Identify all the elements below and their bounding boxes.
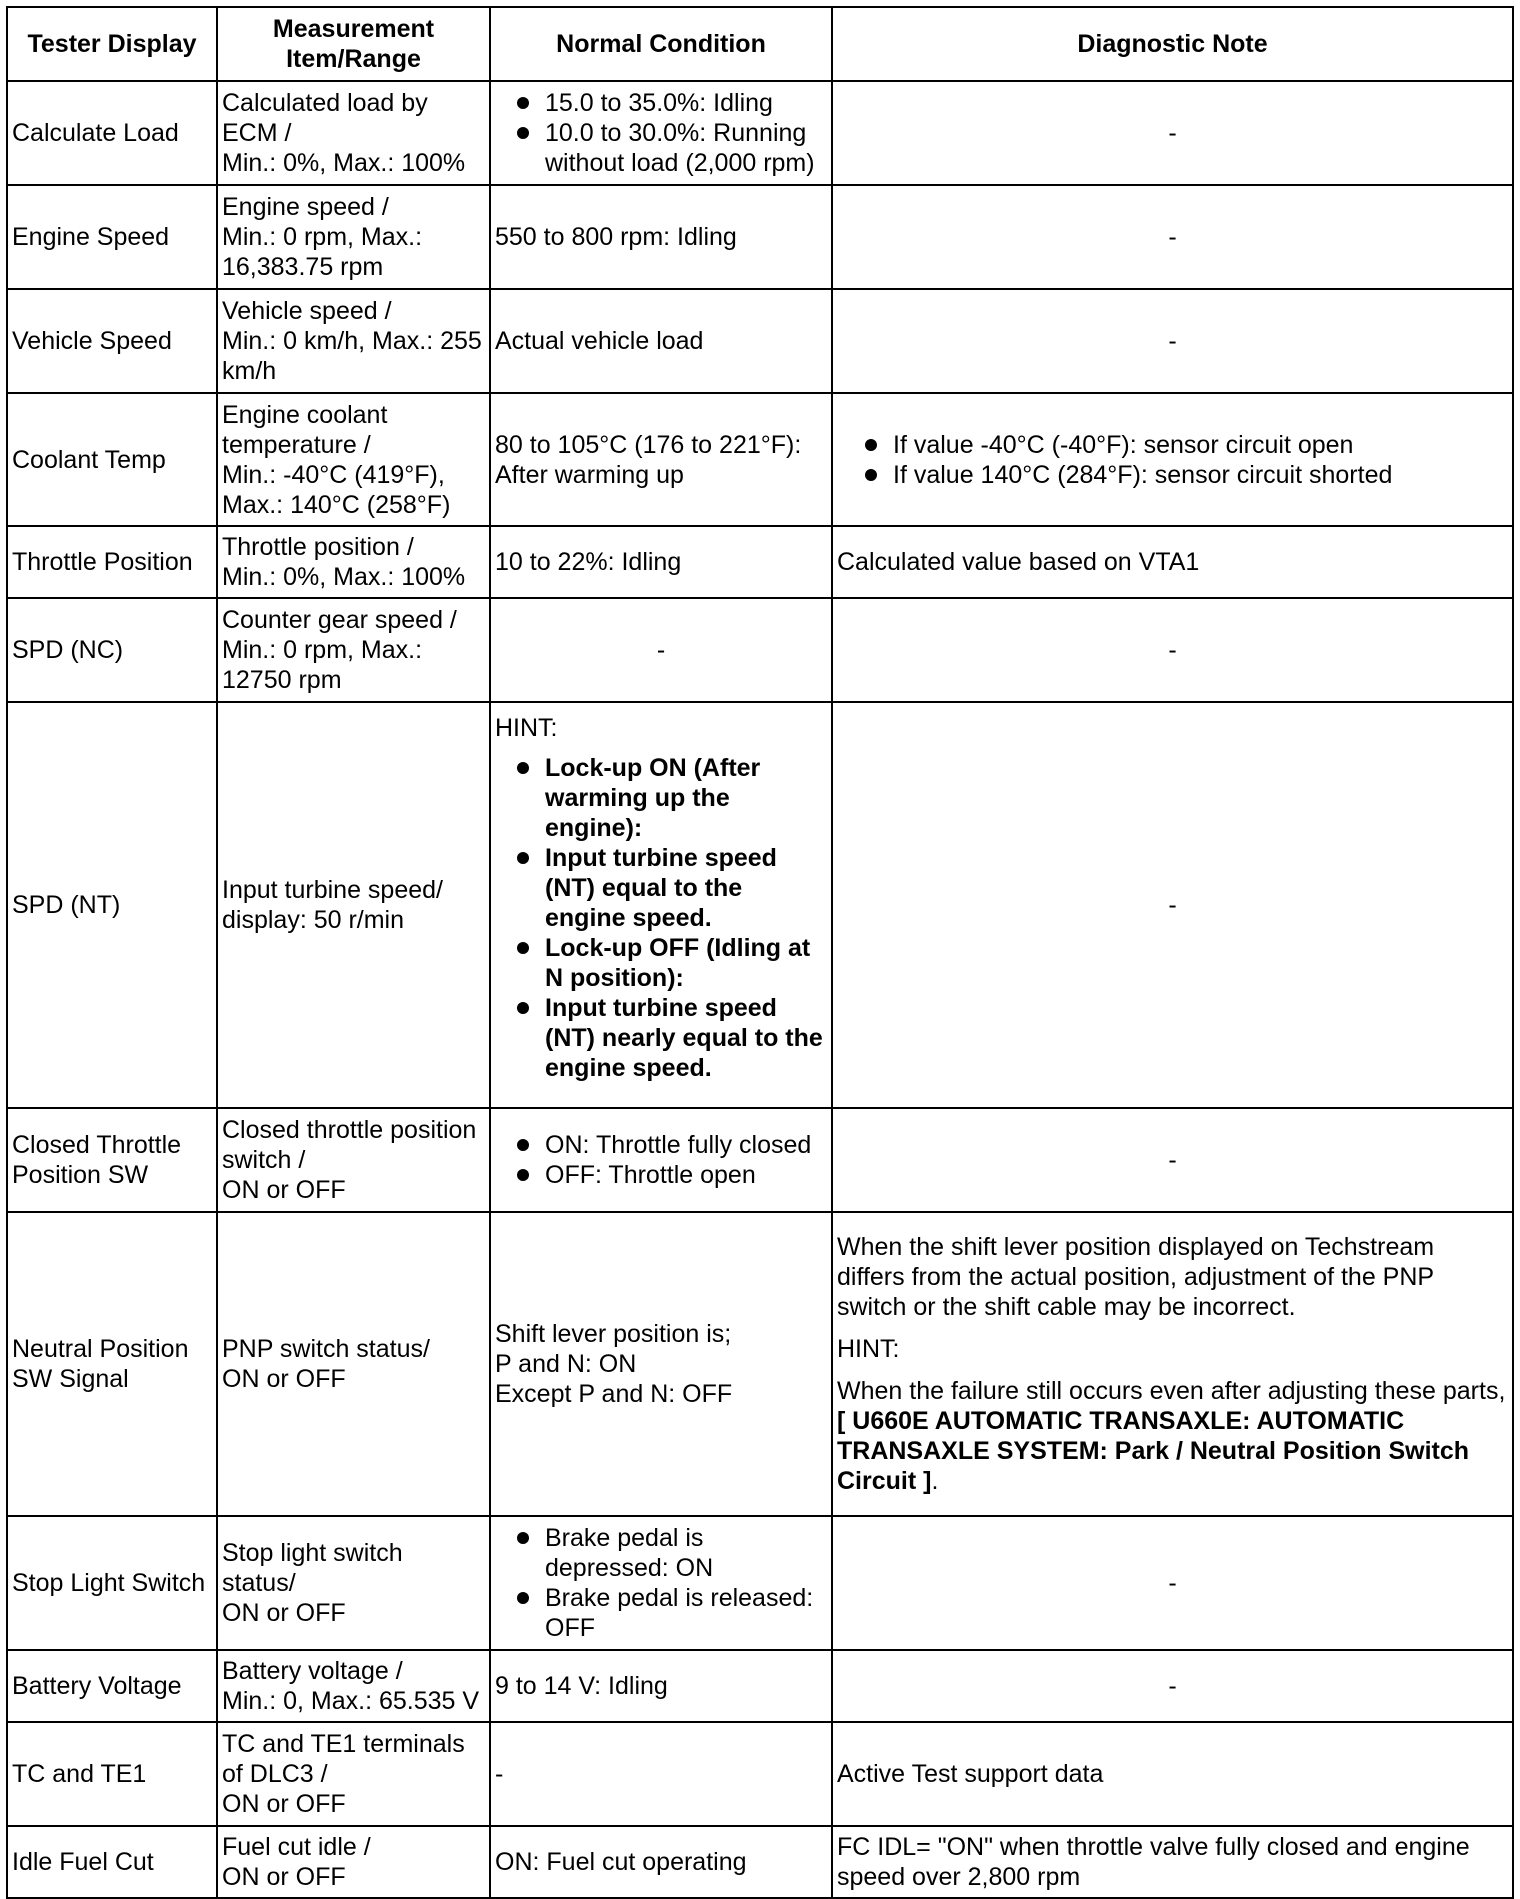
- list-item: If value -40°C (-40°F): sensor circuit open: [843, 430, 1508, 460]
- diagnostic-note: -: [832, 1108, 1513, 1212]
- tester-display: Neutral Position SW Signal: [7, 1212, 217, 1516]
- measurement-range: Vehicle speed / Min.: 0 km/h, Max.: 255 km/h: [217, 289, 490, 393]
- normal-condition: 80 to 105°C (176 to 221°F): After warming up: [490, 393, 832, 526]
- tester-display: SPD (NT): [7, 702, 217, 1108]
- tester-display: Engine Speed: [7, 185, 217, 289]
- table-row: [7, 1650, 1513, 1722]
- diagnostic-note: -: [832, 1516, 1513, 1650]
- table-row: [7, 185, 1513, 289]
- tester-display: SPD (NC): [7, 598, 217, 702]
- hint-label: HINT:: [495, 714, 558, 742]
- header-tester-display: Tester Display: [7, 7, 217, 81]
- note-text: When the failure still occurs even after adjusting these parts,: [837, 1377, 1506, 1405]
- diagnostic-note: -: [832, 185, 1513, 289]
- measurement-range: Fuel cut idle / ON or OFF: [217, 1826, 490, 1898]
- list-item: Lock-up OFF (Idling at N position):: [495, 933, 827, 993]
- normal-condition: 10 to 22%: Idling: [490, 526, 832, 598]
- tester-display: Calculate Load: [7, 81, 217, 185]
- table-row: [7, 1722, 1513, 1826]
- measurement-range: Input turbine speed/ display: 50 r/min: [217, 702, 490, 1108]
- diagnostic-note: -: [832, 81, 1513, 185]
- tester-display: Battery Voltage: [7, 1650, 217, 1722]
- normal-condition: Shift lever position is; P and N: ON Except P and N: OFF: [490, 1212, 832, 1516]
- measurement-range: Counter gear speed / Min.: 0 rpm, Max.: 12750 rpm: [217, 598, 490, 702]
- diagnostic-note: FC IDL= "ON" when throttle valve fully closed and engine speed over 2,800 rpm: [832, 1826, 1513, 1898]
- measurement-range: PNP switch status/ ON or OFF: [217, 1212, 490, 1516]
- measurement-range: Throttle position / Min.: 0%, Max.: 100%: [217, 526, 490, 598]
- measurement-range: Engine speed / Min.: 0 rpm, Max.: 16,383.75 rpm: [217, 185, 490, 289]
- measurement-range: Battery voltage / Min.: 0, Max.: 65.535 V: [217, 1650, 490, 1722]
- list-item: ON: Throttle fully closed: [495, 1130, 827, 1160]
- diagnostic-note: [832, 393, 1513, 526]
- table-row: [7, 598, 1513, 702]
- table-row: [7, 1212, 1513, 1516]
- header-row: [7, 7, 1513, 81]
- tester-display: Throttle Position: [7, 526, 217, 598]
- diagnostic-note: -: [832, 289, 1513, 393]
- normal-condition: [490, 702, 832, 1108]
- table-row: [7, 81, 1513, 185]
- list-item: 10.0 to 30.0%: Running without load (2,000 rpm): [495, 118, 827, 178]
- table-row: [7, 1108, 1513, 1212]
- note-text-end: .: [931, 1467, 939, 1495]
- diagnostic-note: [832, 1212, 1513, 1516]
- normal-condition: [490, 1108, 832, 1212]
- normal-condition: ON: Fuel cut operating: [490, 1826, 832, 1898]
- hint-label: HINT:: [837, 1335, 900, 1363]
- measurement-range: Engine coolant temperature / Min.: -40°C (419°F), Max.: 140°C (258°F): [217, 393, 490, 526]
- normal-condition: -: [490, 1722, 832, 1826]
- diagnostic-note: Active Test support data: [832, 1722, 1513, 1826]
- list-item: Brake pedal is depressed: ON: [495, 1523, 827, 1583]
- diagnostic-note: -: [832, 598, 1513, 702]
- diagnostic-note: -: [832, 702, 1513, 1108]
- normal-condition: [490, 81, 832, 185]
- measurement-range: TC and TE1 terminals of DLC3 / ON or OFF: [217, 1722, 490, 1826]
- note-paragraph: When the shift lever position displayed on Techstream differs from the actual position, adjustment of the PNP switch or the shift cable may be incorrect.: [837, 1233, 1435, 1321]
- list-item: Brake pedal is released: OFF: [495, 1583, 827, 1643]
- header-normal-condition: Normal Condition: [490, 7, 832, 81]
- list-item: Input turbine speed (NT) equal to the engine speed.: [495, 843, 827, 933]
- header-measurement: Measurement Item/Range: [217, 7, 490, 81]
- tester-display: Coolant Temp: [7, 393, 217, 526]
- list-item: OFF: Throttle open: [495, 1160, 827, 1190]
- tester-display: Idle Fuel Cut: [7, 1826, 217, 1898]
- list-item: Lock-up ON (After warming up the engine):: [495, 753, 827, 843]
- table-row: [7, 1516, 1513, 1650]
- bullet-list: [495, 753, 827, 1083]
- measurement-range: Calculated load by ECM / Min.: 0%, Max.: 100%: [217, 81, 490, 185]
- tester-display: Vehicle Speed: [7, 289, 217, 393]
- reference-link[interactable]: [ U660E AUTOMATIC TRANSAXLE: AUTOMATIC TRANSAXLE SYSTEM: Park / Neutral Position Switch Circuit ]: [837, 1407, 1470, 1495]
- table-row: [7, 526, 1513, 598]
- normal-condition: 9 to 14 V: Idling: [490, 1650, 832, 1722]
- measurement-range: Stop light switch status/ ON or OFF: [217, 1516, 490, 1650]
- diagnostic-note: -: [832, 1650, 1513, 1722]
- note-paragraph: [837, 1376, 1508, 1496]
- table-row: [7, 1826, 1513, 1898]
- tester-display: Stop Light Switch: [7, 1516, 217, 1650]
- bullet-list: [495, 1130, 827, 1190]
- list-item: Input turbine speed (NT) nearly equal to the engine speed.: [495, 993, 827, 1083]
- data-table: [6, 6, 1514, 1899]
- list-item: 15.0 to 35.0%: Idling: [495, 88, 827, 118]
- bullet-list: [495, 88, 827, 178]
- bullet-list: [837, 430, 1508, 490]
- tester-display: TC and TE1: [7, 1722, 217, 1826]
- normal-condition: 550 to 800 rpm: Idling: [490, 185, 832, 289]
- list-item: If value 140°C (284°F): sensor circuit shorted: [843, 460, 1508, 490]
- normal-condition: Actual vehicle load: [490, 289, 832, 393]
- diagnostic-note: Calculated value based on VTA1: [832, 526, 1513, 598]
- normal-condition: -: [490, 598, 832, 702]
- measurement-range: Closed throttle position switch / ON or OFF: [217, 1108, 490, 1212]
- table-row: [7, 393, 1513, 526]
- table-row: [7, 289, 1513, 393]
- header-diagnostic-note: Diagnostic Note: [832, 7, 1513, 81]
- normal-condition: [490, 1516, 832, 1650]
- bullet-list: [495, 1523, 827, 1643]
- tester-display: Closed Throttle Position SW: [7, 1108, 217, 1212]
- table-row: [7, 702, 1513, 1108]
